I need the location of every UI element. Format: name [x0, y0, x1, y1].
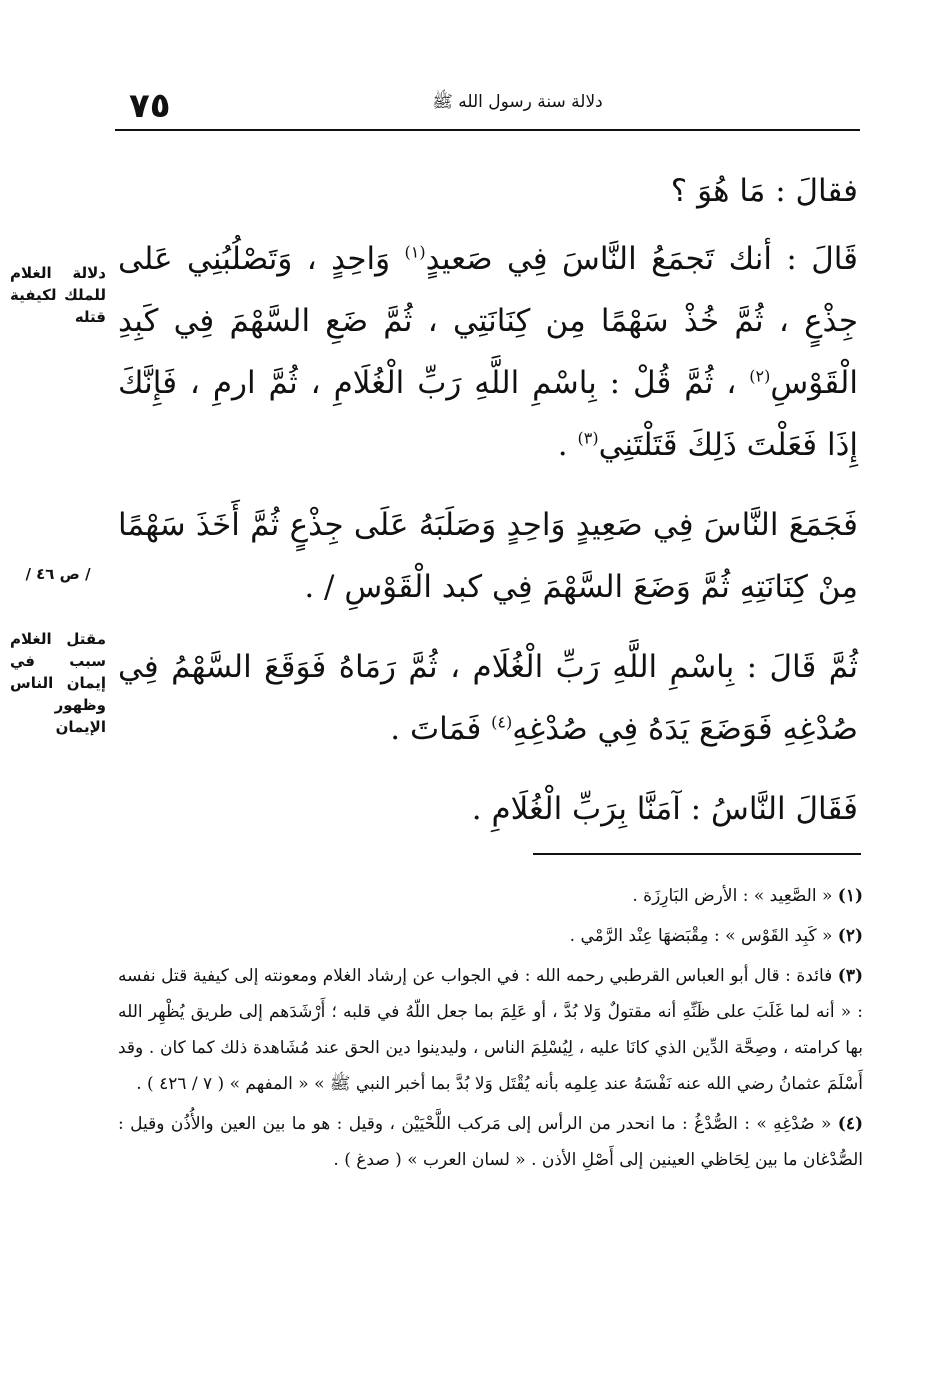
paragraph: [118, 778, 858, 840]
running-header: [115, 80, 860, 130]
footnote: [118, 958, 863, 1102]
text-run: ، ثُمَّ قُلْ : بِاسْمِ اللَّهِ رَبِّ الْغُلَامِ ، ثُمَّ ارمِ ، فَإِنَّكَ إِذَا فَعَلْتَ ذَلِكَ قَتَلْتَنِي: [118, 365, 858, 463]
text-run: فَمَاتَ .: [390, 711, 492, 747]
margin-page-reference: / ص ٤٦ /: [25, 565, 91, 583]
margin-note: دلالة الغلام للملك لكيفية قتله: [10, 264, 106, 326]
paragraph: [118, 494, 858, 618]
footnote-number: (٤): [837, 1114, 864, 1134]
footnote-text: فائدة : قال أبو العباس القرطبي رحمه الله : في الجواب عن إرشاد الغلام ومعونته إلى كيفية قتل نفسه : « أنه لما غَلَبَ على ظَنِّهِ أنه مقتولٌ وَلا بُدَّ ، أو عَلِمَ بما جعل اللّهُ في قلبه ؛ أَرْشَدَهم إلى طريق يُظْهِر الله بها كرامته ، وصِحَّة الدِّين الذي كانَا عليه ، لِيُسْلِمَ الناس ، وليدينوا دين الحق عند مُشَاهدة ذلك كما كان . وقد أَسْلَمَ عثمانُ رضي الله عنه نَفْسَهُ عند عِلمِه بأنه يُقْتَل وَلا بُدَّ بما أخبر النبي ﷺ » « المفهم » ( ٧ / ٤٢٦ ) .: [118, 966, 863, 1094]
footnote-separator: [533, 853, 861, 855]
footnote-number: (١): [837, 886, 863, 906]
footnote-ref-1: (١): [404, 242, 426, 262]
footnote: [118, 878, 863, 914]
footnote-ref-3: (٣): [577, 428, 599, 448]
footnotes: [118, 878, 863, 1182]
page-number: ٧٥: [129, 86, 171, 126]
text-run: .: [557, 427, 578, 463]
footnote-text: « الصَّعِيد » : الأرض البَارِزَة .: [632, 886, 833, 906]
paragraph: [118, 160, 858, 222]
text-run: قَالَ : أنك تَجمَعُ النَّاسَ فِي صَعيدٍ: [425, 241, 858, 277]
text-run: فَجَمَعَ النَّاسَ فِي صَعِيدٍ وَاحِدٍ وَصَلَبَهُ عَلَى جِذْعٍ ثُمَّ أَخَذَ سَهْمًا مِنْ كِنَانَتِهِ ثُمَّ وَضَعَ السَّهْمَ فِي كبد الْقَوْسِ / .: [118, 507, 858, 605]
main-text: [118, 160, 858, 846]
footnote: [118, 1106, 863, 1178]
text-run: ثُمَّ قَالَ : بِاسْمِ اللَّهِ رَبِّ الْغُلَام ، ثُمَّ رَمَاهُ فَوَقَعَ السَّهْمُ فِي صُدْغِهِ فَوَضَعَ يَدَهُ فِي صُدْغِهِ: [118, 649, 858, 747]
text-run: فَقَالَ النَّاسُ : آمَنَّا بِرَبِّ الْغُلَامِ .: [471, 791, 858, 827]
paragraph: [118, 636, 858, 760]
paragraph: [118, 228, 858, 476]
running-title: دلالة سنة رسول الله ﷺ: [432, 92, 603, 112]
footnote-number: (٢): [837, 926, 863, 946]
footnote-ref-2: (٢): [749, 366, 771, 386]
footnote-number: (٣): [837, 966, 863, 986]
footnote-ref-4: (٤): [491, 712, 513, 732]
header-rule: [115, 129, 860, 131]
footnote-text: « صُدْغِهِ » : الصُّدْغُ : ما انحدر من الرأس إلى مَركب اللَّحْيَيْن ، وقيل : هو ما بين العين والأُذُن وقيل : الصُّدْغان ما بين لِحَاظي العينين إلى أَصْلِ الأذن . « لسان العرب » ( صدغ ) .: [118, 1114, 863, 1170]
footnote-text: « كَبِد القَوْس » : مِقْبَضهَا عِنْد الرَّمْي .: [569, 926, 833, 946]
text-run: وَاحِدٍ ، وَتَصْلُبُنِي عَلى جِذْعٍ ، ثُمَّ خُذْ سَهْمًا مِن كِنَانَتِي ، ثُمَّ ضَعِ السَّهْمَ فِي كَبِدِ الْقَوْسِ: [118, 241, 858, 401]
text-run: فقالَ : مَا هُوَ ؟: [670, 173, 858, 209]
footnote: [118, 918, 863, 954]
margin-note: مقتل الغلام سبب في إيمان الناس وظهور الإيمان: [10, 630, 106, 736]
